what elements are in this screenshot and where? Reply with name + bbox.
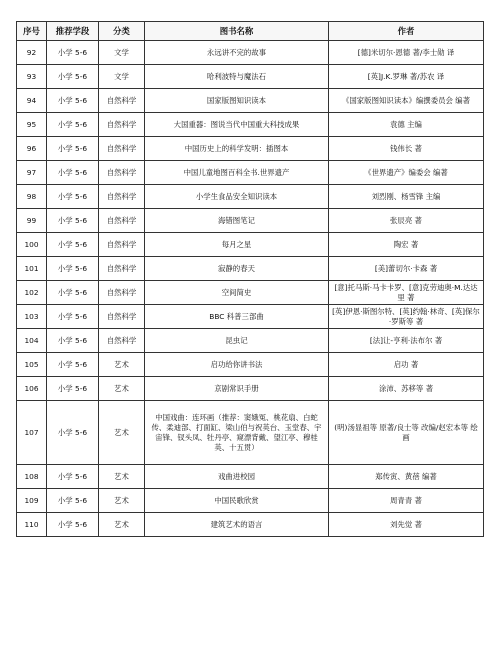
table-row [17, 65, 484, 89]
header-category: 分类 [99, 22, 145, 41]
cell-title: 寂静的春天 [145, 257, 329, 281]
cell-title: BBC 科普三部曲 [145, 305, 329, 329]
table-row [17, 401, 484, 465]
cell-stage: 小学 5-6 [47, 185, 99, 209]
cell-category: 自然科学 [99, 161, 145, 185]
cell-author: [英]J.K.罗琳 著/苏农 译 [329, 65, 484, 89]
cell-category: 自然科学 [99, 305, 145, 329]
table-body [17, 41, 484, 537]
cell-no: 105 [17, 353, 47, 377]
header-title: 图书名称 [145, 22, 329, 41]
cell-title: 中国儿童地图百科全书.世界遗产 [145, 161, 329, 185]
cell-no: 101 [17, 257, 47, 281]
cell-no: 92 [17, 41, 47, 65]
cell-title: 哈利波特与魔法石 [145, 65, 329, 89]
table-row [17, 377, 484, 401]
cell-title: 海错图笔记 [145, 209, 329, 233]
cell-no: 103 [17, 305, 47, 329]
cell-no: 99 [17, 209, 47, 233]
cell-category: 自然科学 [99, 233, 145, 257]
table-row [17, 89, 484, 113]
cell-title: 戏曲进校园 [145, 465, 329, 489]
cell-author: 郑传寅、黄蓓 编著 [329, 465, 484, 489]
cell-category: 自然科学 [99, 257, 145, 281]
cell-stage: 小学 5-6 [47, 65, 99, 89]
cell-stage: 小学 5-6 [47, 161, 99, 185]
cell-title: 小学生食品安全知识读本 [145, 185, 329, 209]
table-row [17, 233, 484, 257]
cell-title: 中国民歌欣赏 [145, 489, 329, 513]
table-row [17, 305, 484, 329]
cell-category: 自然科学 [99, 137, 145, 161]
cell-no: 98 [17, 185, 47, 209]
cell-category: 艺术 [99, 377, 145, 401]
cell-title: 中国戏曲：连环画（推荐：窦娥冤、桃花扇、白蛇传、柔迪部、打面缸、梁山伯与祝英台、玉堂春、宇宙锋、钗头凤、牡丹亭、窥漂背戴、望江亭、穆桂英、十五贯） [145, 401, 329, 465]
cell-stage: 小学 5-6 [47, 233, 99, 257]
cell-category: 艺术 [99, 353, 145, 377]
cell-author: (明)汤显祖等 原著/良士等 改编/赵宏本等 绘画 [329, 401, 484, 465]
cell-stage: 小学 5-6 [47, 513, 99, 537]
cell-title: 建筑艺术的语言 [145, 513, 329, 537]
cell-no: 104 [17, 329, 47, 353]
header-stage: 推荐学段 [47, 22, 99, 41]
cell-author: 钱伟长 著 [329, 137, 484, 161]
table-row [17, 137, 484, 161]
cell-author: [意]托马斯·马卡卡罗、[意]克劳迪奥·M.达达里 著 [329, 281, 484, 305]
cell-author: 涂沛、苏移等 著 [329, 377, 484, 401]
cell-category: 艺术 [99, 465, 145, 489]
table-row [17, 41, 484, 65]
cell-category: 文学 [99, 41, 145, 65]
cell-category: 自然科学 [99, 89, 145, 113]
cell-author: 刘烈刚、杨雪锋 主编 [329, 185, 484, 209]
cell-author: [法]让-亨利·法布尔 著 [329, 329, 484, 353]
cell-category: 自然科学 [99, 329, 145, 353]
table-row [17, 281, 484, 305]
cell-stage: 小学 5-6 [47, 113, 99, 137]
cell-stage: 小学 5-6 [47, 281, 99, 305]
table-row [17, 209, 484, 233]
book-list-table-wrapper [16, 21, 483, 537]
table-row [17, 329, 484, 353]
cell-title: 大国重器：图说当代中国重大科技成果 [145, 113, 329, 137]
table-row [17, 513, 484, 537]
cell-no: 109 [17, 489, 47, 513]
cell-stage: 小学 5-6 [47, 41, 99, 65]
cell-stage: 小学 5-6 [47, 305, 99, 329]
cell-stage: 小学 5-6 [47, 137, 99, 161]
cell-no: 102 [17, 281, 47, 305]
cell-author: 袁德 主编 [329, 113, 484, 137]
cell-author: 《世界遗产》编委会 编著 [329, 161, 484, 185]
cell-author: [英]伊恩·斯图尔特、[英]约翰·林奇、[英]保尔·罗斯等 著 [329, 305, 484, 329]
table-row [17, 161, 484, 185]
cell-title: 每月之星 [145, 233, 329, 257]
cell-no: 110 [17, 513, 47, 537]
cell-no: 95 [17, 113, 47, 137]
table-row [17, 113, 484, 137]
cell-category: 自然科学 [99, 281, 145, 305]
cell-author: 《国家版图知识读本》编撰委员会 编著 [329, 89, 484, 113]
cell-stage: 小学 5-6 [47, 209, 99, 233]
table-header [17, 22, 484, 41]
cell-title: 国家版图知识读本 [145, 89, 329, 113]
cell-title: 京剧常识手册 [145, 377, 329, 401]
cell-no: 94 [17, 89, 47, 113]
cell-category: 自然科学 [99, 209, 145, 233]
cell-title: 昆虫记 [145, 329, 329, 353]
table-row [17, 185, 484, 209]
cell-stage: 小学 5-6 [47, 89, 99, 113]
cell-stage: 小学 5-6 [47, 329, 99, 353]
cell-title: 中国历史上的科学发明：插图本 [145, 137, 329, 161]
cell-author: 刘先觉 著 [329, 513, 484, 537]
cell-no: 96 [17, 137, 47, 161]
cell-author: [德]米切尔·恩德 著/李士勋 译 [329, 41, 484, 65]
cell-author: 张辰亮 著 [329, 209, 484, 233]
header-row [17, 22, 484, 41]
cell-author: [美]蕾切尔·卡森 著 [329, 257, 484, 281]
cell-category: 艺术 [99, 513, 145, 537]
book-list-table [16, 21, 484, 537]
cell-author: 启功 著 [329, 353, 484, 377]
cell-author: 陶宏 著 [329, 233, 484, 257]
cell-no: 97 [17, 161, 47, 185]
cell-category: 自然科学 [99, 185, 145, 209]
header-no: 序号 [17, 22, 47, 41]
cell-stage: 小学 5-6 [47, 489, 99, 513]
cell-no: 100 [17, 233, 47, 257]
cell-title: 启功给你讲书法 [145, 353, 329, 377]
cell-category: 文学 [99, 65, 145, 89]
cell-stage: 小学 5-6 [47, 353, 99, 377]
cell-stage: 小学 5-6 [47, 377, 99, 401]
cell-no: 108 [17, 465, 47, 489]
table-row [17, 489, 484, 513]
cell-category: 自然科学 [99, 113, 145, 137]
cell-no: 93 [17, 65, 47, 89]
cell-stage: 小学 5-6 [47, 465, 99, 489]
table-row [17, 465, 484, 489]
cell-no: 107 [17, 401, 47, 465]
table-row [17, 257, 484, 281]
header-author: 作者 [329, 22, 484, 41]
cell-title: 永远讲不完的故事 [145, 41, 329, 65]
cell-category: 艺术 [99, 489, 145, 513]
cell-category: 艺术 [99, 401, 145, 465]
cell-stage: 小学 5-6 [47, 257, 99, 281]
table-row [17, 353, 484, 377]
cell-stage: 小学 5-6 [47, 401, 99, 465]
cell-title: 空间简史 [145, 281, 329, 305]
cell-author: 周青青 著 [329, 489, 484, 513]
cell-no: 106 [17, 377, 47, 401]
